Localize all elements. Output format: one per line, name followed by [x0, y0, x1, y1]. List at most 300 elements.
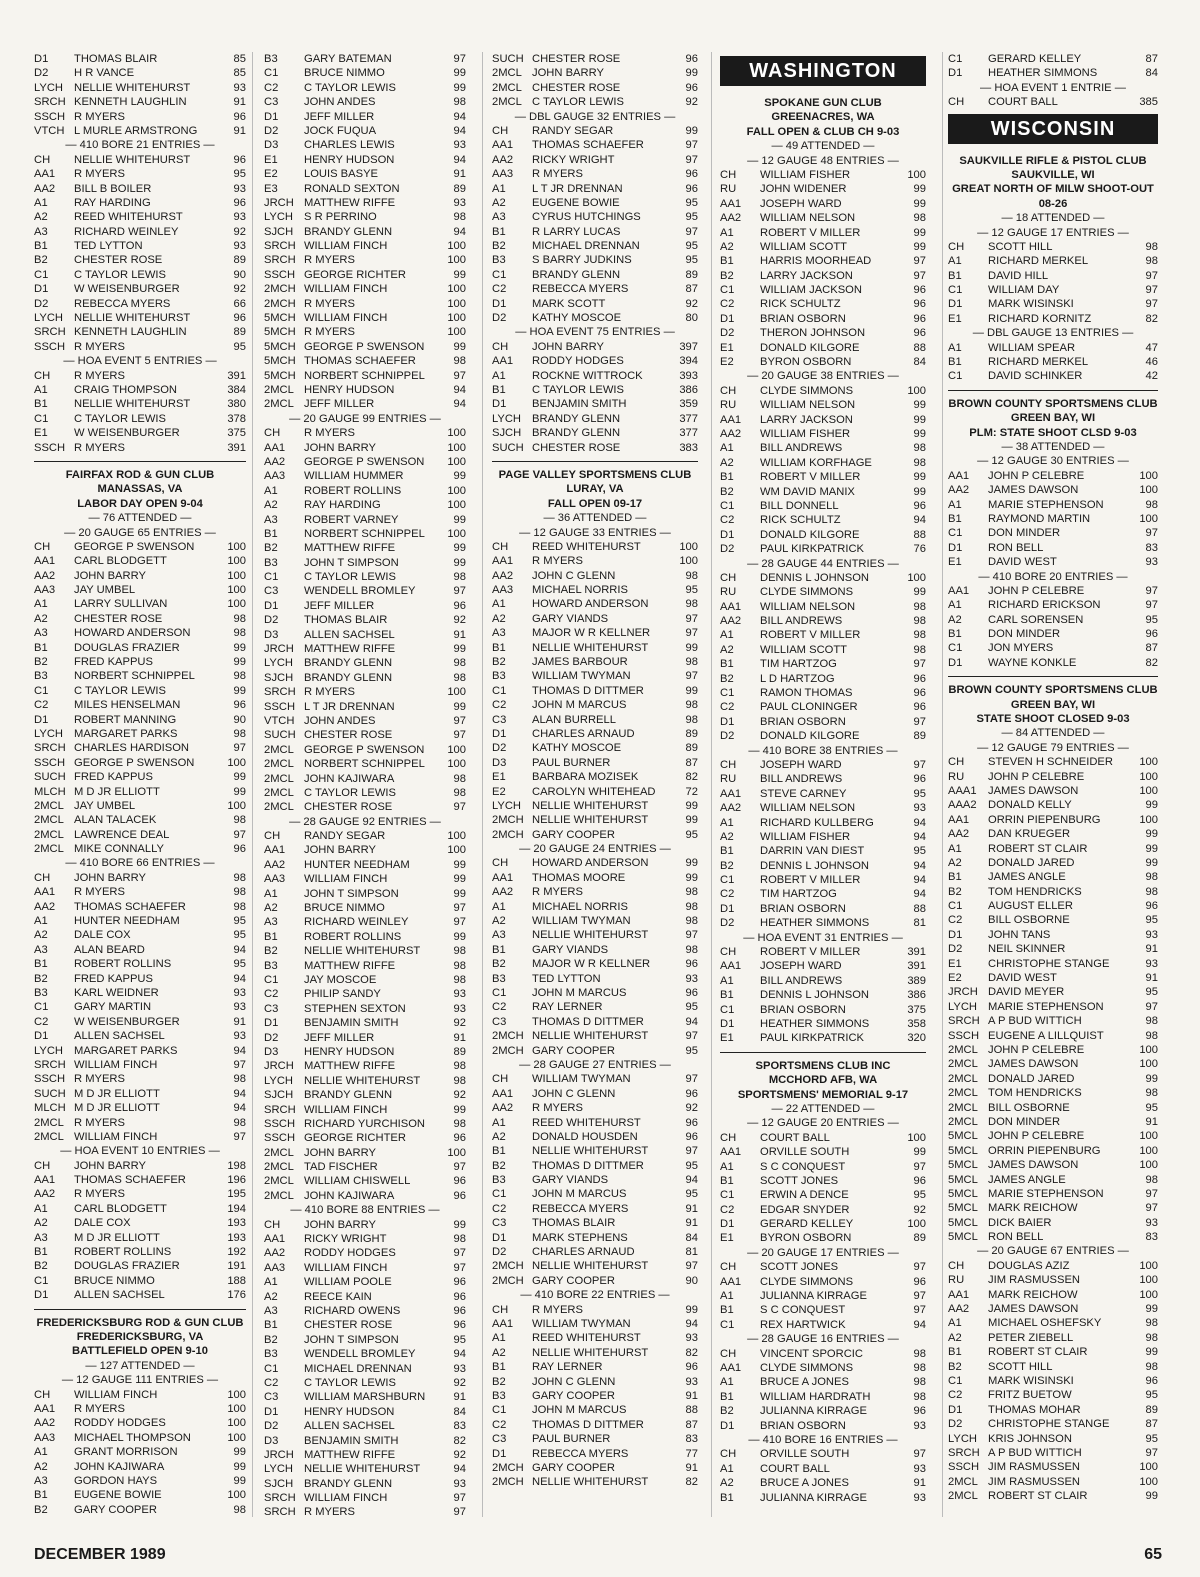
shooter-name: NEIL SKINNER: [988, 943, 1066, 956]
result-row: [492, 268, 698, 282]
score-value: 81: [685, 1246, 698, 1259]
score-value: 99: [685, 124, 698, 137]
score-value: 93: [1145, 556, 1158, 569]
score-value: 42: [1145, 370, 1158, 383]
shooter-name: JAY UMBEL: [74, 584, 136, 597]
shooter-name: RICHARD KULLBERG: [760, 816, 874, 829]
class-label: C1: [264, 571, 279, 584]
shooter-name: WILLIAM FINCH: [74, 1130, 158, 1143]
club-heading: GREEN BAY, WI: [1010, 412, 1096, 425]
class-label: B1: [948, 1346, 962, 1359]
score-value: 91: [233, 124, 246, 137]
shooter-name: JOSEPH WARD: [760, 197, 842, 210]
result-row: [34, 1503, 246, 1517]
class-label: AA3: [264, 1261, 286, 1274]
score-value: 96: [685, 958, 698, 971]
result-row: [720, 283, 926, 297]
class-label: CH: [34, 153, 51, 166]
shooter-name: WILLIAM NELSON: [760, 399, 856, 412]
shooter-name: PAUL CLONINGER: [760, 701, 858, 714]
shooter-name: WENDELL BROMLEY: [304, 585, 416, 598]
score-value: 91: [453, 1391, 466, 1404]
shooter-name: CYRUS HUTCHINGS: [532, 211, 641, 224]
class-label: C2: [264, 988, 279, 1001]
event-heading: — DBL GAUGE 32 ENTRIES —: [514, 110, 676, 123]
shooter-name: HENRY HUDSON: [304, 383, 395, 396]
score-value: 100: [447, 527, 466, 540]
shooter-name: ROBERT V MILLER: [760, 946, 861, 959]
shooter-name: ALLEN SACHSEL: [304, 1420, 395, 1433]
score-value: 81: [913, 917, 926, 930]
shooter-name: FRITZ BUETOW: [988, 1389, 1072, 1402]
score-value: 98: [913, 456, 926, 469]
result-row: [492, 196, 698, 210]
class-label: LYCH: [948, 1000, 978, 1013]
class-label: C2: [34, 699, 49, 712]
score-value: 94: [453, 153, 466, 166]
class-label: D2: [492, 1246, 507, 1259]
score-value: 92: [913, 1203, 926, 1216]
shooter-name: NELLIE WHITEHURST: [304, 1463, 421, 1476]
score-value: 391: [907, 946, 926, 959]
shooter-name: JAMES DAWSON: [988, 484, 1079, 497]
result-row: [34, 95, 246, 109]
score-value: 98: [453, 974, 466, 986]
class-label: B2: [720, 1405, 734, 1418]
result-row: [34, 813, 246, 827]
shooter-name: NORBERT SCHNIPPEL: [74, 670, 195, 683]
result-row: [34, 1460, 246, 1474]
shooter-name: NORBERT SCHNIPPEL: [304, 758, 425, 771]
class-label: B1: [720, 1390, 734, 1403]
score-value: 95: [1145, 1432, 1158, 1445]
club-divider: [948, 390, 1158, 397]
score-value: 100: [227, 799, 246, 812]
shooter-name: WILLIAM TWYMAN: [532, 1317, 631, 1330]
class-label: E1: [720, 1032, 734, 1045]
shooter-name: WILLIAM HARDRATH: [760, 1390, 871, 1403]
result-row: [492, 1000, 698, 1014]
score-value: 98: [685, 915, 698, 928]
shooter-name: RODDY HODGES: [304, 1247, 396, 1260]
score-value: 94: [913, 514, 926, 527]
result-row: [948, 985, 1158, 999]
result-row: [264, 253, 466, 267]
class-label: C1: [948, 284, 963, 297]
result-row: [720, 1275, 926, 1289]
result-row: [720, 456, 926, 470]
result-row: [492, 698, 698, 712]
class-label: C1: [492, 1188, 507, 1201]
shooter-name: THOMAS SCHAEFER: [532, 139, 644, 152]
class-label: B1: [948, 356, 962, 369]
class-label: A1: [720, 1160, 734, 1173]
score-value: 100: [907, 384, 926, 397]
score-value: 100: [227, 1489, 246, 1502]
score-value: 96: [913, 327, 926, 340]
class-label: A3: [492, 211, 506, 224]
shooter-name: DAVID MEYER: [988, 986, 1065, 999]
result-row: [492, 1375, 698, 1389]
shooter-name: MARK REICHOW: [988, 1288, 1078, 1301]
shooter-name: JEFF MILLER: [304, 398, 375, 411]
class-label: AA2: [720, 212, 742, 225]
score-value: 389: [907, 974, 926, 987]
score-value: 97: [233, 1130, 246, 1143]
result-row: [34, 770, 246, 784]
result-row: [492, 856, 698, 870]
score-value: 96: [685, 1116, 698, 1129]
result-row: [492, 1418, 698, 1432]
class-label: 2MCL: [948, 1044, 978, 1056]
class-label: C2: [492, 283, 507, 296]
class-label: C3: [492, 1217, 507, 1230]
shooter-name: BRANDY GLENN: [304, 225, 393, 238]
result-row: [264, 81, 466, 95]
score-value: 99: [453, 513, 466, 526]
shooter-name: RICHARD MERKEL: [988, 255, 1089, 268]
result-row: [720, 441, 926, 455]
result-row: [948, 755, 1158, 769]
shooter-name: CHESTER ROSE: [304, 1319, 393, 1332]
class-label: A2: [34, 1217, 48, 1230]
result-row: [720, 1217, 926, 1231]
score-value: 97: [453, 1261, 466, 1274]
result-row: [492, 1216, 698, 1230]
class-label: SUCH: [264, 729, 296, 742]
shooter-name: PAUL KIRKPATRICK: [760, 543, 865, 556]
result-row: [492, 441, 698, 455]
score-value: 93: [1145, 928, 1158, 941]
score-value: 99: [685, 871, 698, 884]
result-row: [264, 642, 466, 656]
score-value: 99: [913, 183, 926, 196]
result-row: [34, 383, 246, 397]
score-value: 91: [685, 1217, 698, 1230]
shooter-name: THOMAS D DITTMER: [532, 1015, 644, 1028]
club-divider: [34, 1309, 246, 1316]
result-row: [264, 527, 466, 541]
score-value: 90: [233, 713, 246, 726]
score-value: 98: [233, 814, 246, 827]
class-label: C1: [34, 1001, 49, 1014]
shooter-name: GEORGE RICHTER: [304, 1132, 406, 1145]
result-row: [34, 569, 246, 583]
result-row: [34, 626, 246, 640]
class-label: E1: [492, 771, 506, 784]
class-label: C1: [34, 268, 49, 281]
shooter-name: DOUGLAS FRAZIER: [74, 641, 180, 654]
result-row: [492, 900, 698, 914]
class-label: SRCH: [34, 742, 66, 755]
result-row: [34, 669, 246, 683]
score-value: 97: [1145, 527, 1158, 540]
score-value: 88: [913, 341, 926, 354]
shooter-name: ALAN TALACEK: [74, 814, 157, 827]
score-value: 391: [907, 960, 926, 973]
score-value: 95: [233, 915, 246, 928]
score-value: 88: [913, 528, 926, 541]
result-row: [948, 512, 1158, 526]
shooter-name: RANDY SEGAR: [304, 830, 386, 843]
shooter-name: THOMAS SCHAEFER: [74, 1174, 186, 1187]
score-value: 96: [233, 312, 246, 325]
score-value: 95: [233, 168, 246, 181]
class-label: AA1: [948, 469, 970, 482]
shooter-name: BILL B BOILER: [74, 182, 152, 195]
shooter-name: NELLIE WHITEHURST: [532, 799, 649, 812]
shooter-name: GARY VIANDS: [532, 612, 609, 625]
score-value: 99: [913, 427, 926, 440]
result-row: [492, 540, 698, 554]
score-value: 100: [227, 1431, 246, 1444]
shooter-name: COURT BALL: [760, 1462, 830, 1475]
result-row: [34, 885, 246, 899]
class-label: E1: [264, 153, 278, 166]
shooter-name: PAUL BURNER: [532, 756, 611, 769]
shooter-name: MATTHEW RIFFE: [304, 196, 396, 209]
score-value: 84: [453, 1405, 466, 1418]
class-label: A2: [492, 196, 506, 209]
class-label: CH: [948, 756, 965, 769]
shooter-name: LAWRENCE DEAL: [74, 828, 170, 841]
class-label: A2: [34, 929, 48, 942]
result-row: [492, 239, 698, 253]
class-label: AA2: [34, 569, 56, 582]
class-label: 2MCH: [492, 1476, 524, 1489]
class-label: D3: [264, 628, 279, 641]
result-row: [720, 859, 926, 873]
shooter-name: GEORGE P SWENSON: [74, 756, 195, 769]
score-value: 99: [685, 857, 698, 870]
score-value: 377: [679, 412, 698, 425]
result-row: [720, 1231, 926, 1245]
class-label: C1: [720, 499, 735, 512]
result-row: [492, 813, 698, 827]
result-row: [264, 1103, 466, 1117]
result-row: [492, 914, 698, 928]
result-row: [34, 684, 246, 698]
shooter-name: MICHAEL THOMPSON: [74, 1431, 191, 1444]
shooter-name: THOMAS BLAIR: [304, 614, 388, 627]
class-label: A2: [720, 240, 734, 253]
score-value: 93: [453, 988, 466, 1001]
shooter-name: REBECCA MYERS: [532, 1447, 629, 1460]
score-value: 100: [447, 254, 466, 267]
class-label: CH: [34, 369, 51, 382]
score-value: 394: [679, 355, 698, 368]
result-row: [264, 340, 466, 354]
shooter-name: JOHN BARRY: [304, 844, 376, 857]
result-row: [492, 138, 698, 152]
class-label: AA1: [720, 787, 742, 800]
score-value: 94: [913, 859, 926, 872]
class-label: AA1: [720, 960, 742, 973]
score-value: 358: [907, 1018, 926, 1030]
shooter-name: RICHARD YURCHISON: [304, 1117, 426, 1130]
score-value: 89: [453, 182, 466, 195]
score-value: 93: [913, 1491, 926, 1504]
result-row: [34, 1216, 246, 1230]
score-value: 98: [453, 945, 466, 958]
shooter-name: CHARLES ARNAUD: [532, 1246, 635, 1259]
score-value: 90: [685, 1274, 698, 1287]
event-heading: — 410 BORE 16 ENTRIES —: [748, 1433, 898, 1446]
result-row: [264, 757, 466, 771]
result-row: [264, 772, 466, 786]
class-label: LYCH: [34, 727, 64, 740]
score-value: 95: [1145, 1101, 1158, 1114]
class-label: B3: [34, 670, 48, 683]
class-label: 2MCL: [264, 772, 294, 785]
shooter-name: TED LYTTON: [532, 972, 601, 985]
event-heading: — 20 GAUGE 65 ENTRIES —: [64, 526, 216, 539]
score-value: 95: [685, 254, 698, 267]
shooter-name: FRED KAPPUS: [74, 972, 153, 985]
event-heading: — 22 ATTENDED —: [771, 1102, 875, 1115]
event-heading: — 20 GAUGE 67 ENTRIES —: [977, 1245, 1129, 1258]
result-row: [34, 1029, 246, 1043]
result-row: [948, 1475, 1158, 1489]
class-label: C1: [264, 67, 279, 80]
club-heading: PLM: STATE SHOOT CLSD 9-03: [969, 426, 1137, 439]
score-value: 100: [447, 240, 466, 253]
class-label: D1: [492, 727, 507, 740]
shooter-name: THOMAS BLAIR: [532, 1217, 616, 1230]
result-row: [492, 1015, 698, 1029]
class-label: SSCH: [34, 110, 66, 123]
score-value: 99: [453, 1103, 466, 1116]
result-row: [264, 441, 466, 455]
score-value: 95: [685, 196, 698, 209]
class-label: 2MCL: [948, 1101, 978, 1114]
class-label: 2MCL: [264, 786, 294, 799]
score-value: 99: [453, 858, 466, 871]
shooter-name: THOMAS MOORE: [532, 871, 626, 884]
score-value: 98: [913, 1361, 926, 1374]
class-label: AA1: [492, 1087, 514, 1100]
shooter-name: WILLIAM FINCH: [304, 1261, 388, 1274]
class-label: CH: [34, 1388, 51, 1401]
score-value: 99: [913, 399, 926, 412]
shooter-name: JOHN BARRY: [74, 871, 146, 884]
shooter-name: R MYERS: [532, 886, 583, 899]
result-row: [948, 784, 1158, 798]
result-row: [264, 124, 466, 138]
score-value: 99: [1145, 1346, 1158, 1359]
score-value: 96: [233, 110, 246, 123]
score-value: 98: [453, 786, 466, 799]
result-row: [720, 168, 926, 182]
result-row: [34, 1072, 246, 1086]
class-label: 2MCH: [492, 1260, 524, 1273]
shooter-name: CARL BLODGETT: [74, 555, 167, 568]
result-row: [264, 1405, 466, 1419]
column-1: [34, 52, 246, 1517]
shooter-name: THOMAS D DITTMER: [532, 1159, 644, 1172]
class-label: SSCH: [264, 1117, 296, 1130]
score-value: 90: [233, 268, 246, 281]
result-row: [492, 1187, 698, 1201]
class-label: 2MCL: [34, 828, 64, 841]
score-value: 94: [233, 972, 246, 985]
score-value: 97: [453, 369, 466, 382]
score-value: 98: [233, 871, 246, 884]
result-row: [264, 930, 466, 944]
result-row: [720, 226, 926, 240]
class-label: B2: [492, 1159, 506, 1172]
class-label: B1: [492, 225, 506, 238]
shooter-name: CARL SORENSEN: [988, 613, 1084, 626]
shooter-name: PHILIP SANDY: [304, 988, 381, 1001]
class-label: AA2: [720, 615, 742, 628]
shooter-name: AUGUST ELLER: [988, 900, 1073, 913]
class-label: A1: [948, 1317, 962, 1330]
club-heading: LURAY, VA: [566, 483, 624, 496]
shooter-name: BRUCE A JONES: [760, 1477, 849, 1490]
shooter-name: COURT BALL: [760, 1131, 830, 1144]
score-value: 82: [1145, 312, 1158, 325]
score-value: 72: [685, 785, 698, 798]
class-label: A2: [948, 1331, 962, 1344]
score-value: 98: [1145, 1317, 1158, 1330]
result-row: [492, 1403, 698, 1417]
class-label: LYCH: [34, 1044, 64, 1057]
score-value: 195: [227, 1188, 246, 1201]
result-row: [948, 312, 1158, 326]
result-row: [948, 971, 1158, 985]
result-row: [492, 340, 698, 354]
score-value: 98: [913, 615, 926, 628]
shooter-name: NELLIE WHITEHURST: [532, 1260, 649, 1273]
shooter-name: KATHY MOSCOE: [532, 312, 622, 325]
score-value: 99: [453, 470, 466, 483]
event-heading: — 12 GAUGE 111 ENTRIES —: [61, 1374, 219, 1387]
result-row: [720, 513, 926, 527]
shooter-name: R MYERS: [532, 555, 583, 568]
class-label: LYCH: [264, 657, 294, 670]
score-value: 100: [447, 283, 466, 296]
score-value: 100: [447, 297, 466, 310]
score-value: 88: [685, 1404, 698, 1417]
shooter-name: RODDY HODGES: [532, 355, 624, 368]
shooter-name: KARL WEIDNER: [74, 987, 159, 999]
shooter-name: JIM RASMUSSEN: [988, 1274, 1080, 1287]
shooter-name: REED WHITEHURST: [532, 1332, 641, 1345]
class-label: AA2: [34, 900, 56, 913]
score-value: 97: [913, 1304, 926, 1317]
shooter-name: WILLIAM FINCH: [74, 1058, 158, 1071]
club-heading: BROWN COUNTY SPORTSMENS CLUB: [948, 397, 1158, 410]
score-value: 97: [453, 916, 466, 929]
score-value: 100: [227, 1402, 246, 1415]
class-label: C3: [264, 1002, 279, 1015]
shooter-name: THOMAS MOHAR: [988, 1403, 1081, 1416]
score-value: 92: [453, 1017, 466, 1030]
score-value: 196: [227, 1174, 246, 1187]
result-row: [264, 1016, 466, 1030]
result-row: [948, 1057, 1158, 1071]
class-label: JRCH: [264, 1448, 294, 1461]
shooter-name: ORRIN PIEPENBURG: [988, 813, 1101, 826]
result-row: [720, 1476, 926, 1490]
class-label: SRCH: [34, 1058, 66, 1071]
result-row: [948, 66, 1158, 80]
class-label: AA1: [720, 1361, 742, 1374]
result-row: [948, 1489, 1158, 1503]
class-label: A1: [720, 442, 734, 455]
class-label: D1: [34, 713, 49, 726]
